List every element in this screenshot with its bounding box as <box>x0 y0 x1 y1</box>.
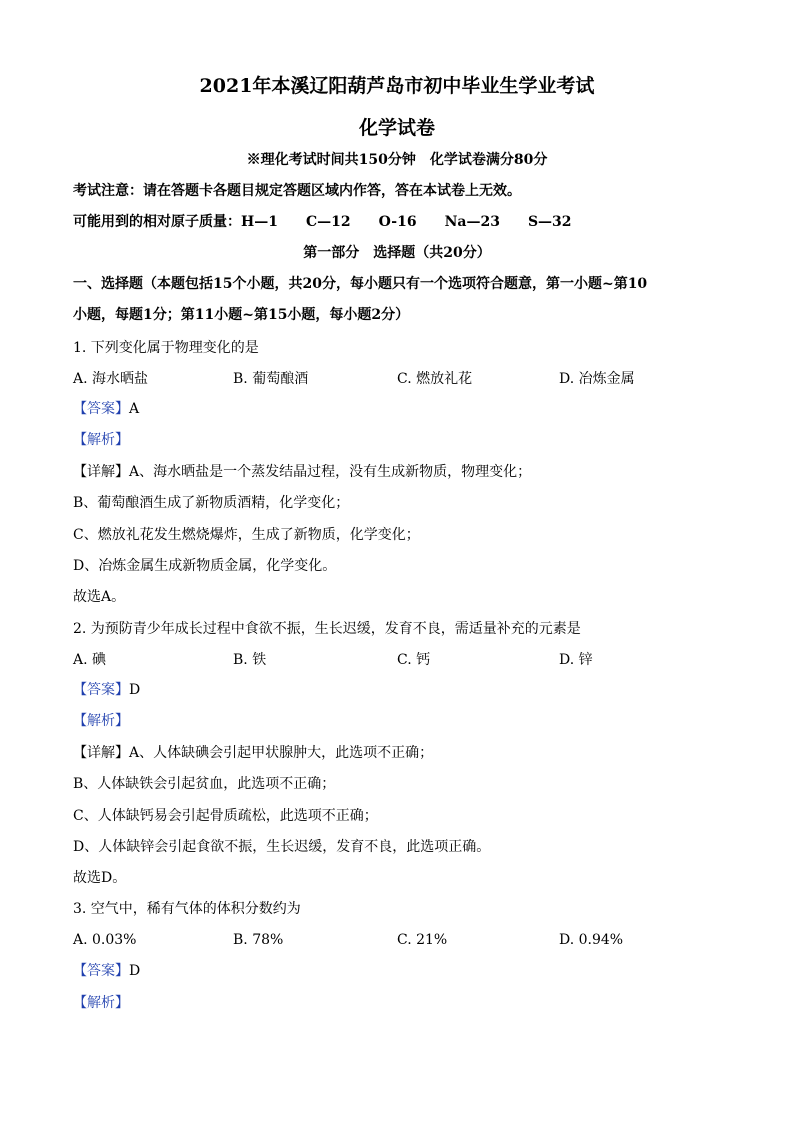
question-3-option-b: B. 78% <box>233 932 284 948</box>
question-3-analysis <box>73 993 129 1013</box>
time-note: ※理化考试时间共150分钟 化学试卷满分80分 <box>246 152 548 168</box>
answer-tag: 【答案】 <box>73 963 129 979</box>
detail-text: A、人体缺碘会引起甲状腺肿大，此选项不正确； <box>129 745 434 761</box>
question-1-option-d: D. 冶炼金属 <box>559 371 635 387</box>
question-2-detail <box>73 743 433 763</box>
detail-tag: 【详解】 <box>73 464 129 480</box>
question-2-option-a: A. 碘 <box>73 652 107 668</box>
question-2-conclusion: 故选D。 <box>73 870 127 886</box>
question-1-answer <box>73 399 139 419</box>
section-instructions-1: 一、选择题（本题包括15个小题，共20分，每小题只有一个选项符合题意，第一小题~第10 <box>73 276 648 292</box>
question-2-detail-line: B、人体缺铁会引起贫血，此选项不正确； <box>73 776 336 792</box>
question-3-option-d: D. 0.94% <box>559 932 624 948</box>
question-3-answer <box>73 961 140 981</box>
question-2-detail-line: D、人体缺锌会引起食欲不振，生长迟缓，发育不良，此选项正确。 <box>73 839 491 855</box>
question-3-option-a: A. 0.03% <box>73 932 137 948</box>
detail-tag: 【详解】 <box>73 745 129 761</box>
answer-tag: 【答案】 <box>73 401 129 417</box>
question-1-option-c: C. 燃放礼花 <box>397 371 473 387</box>
question-1-stem: 1. 下列变化属于物理变化的是 <box>73 340 259 356</box>
question-1-detail <box>73 462 531 482</box>
answer-value: D <box>129 682 141 698</box>
analysis-tag: 【解析】 <box>73 995 129 1011</box>
question-2-option-b: B. 铁 <box>233 652 267 668</box>
question-3-option-c: C. 21% <box>397 932 448 948</box>
answer-value: A <box>129 401 140 417</box>
atomic-mass-line: 可能用到的相对原子质量：H—1 C—12 O-16 Na—23 S—32 <box>73 214 572 230</box>
section-instructions-2: 小题，每题1分；第11小题~第15小题，每小题2分） <box>73 307 410 323</box>
question-1-analysis <box>73 430 129 450</box>
question-2-option-d: D. 锌 <box>559 652 593 668</box>
answer-value: D <box>129 963 141 979</box>
question-1-detail-line: B、葡萄酿酒生成了新物质酒精，化学变化； <box>73 495 350 511</box>
question-2-stem: 2. 为预防青少年成长过程中食欲不振，生长迟缓，发育不良，需适量补充的元素是 <box>73 621 581 637</box>
question-2-analysis <box>73 711 129 731</box>
part-title: 第一部分 选择题（共20分） <box>303 245 491 261</box>
question-3-stem: 3. 空气中，稀有气体的体积分数约为 <box>73 901 301 917</box>
exam-subtitle: 化学试卷 <box>358 117 435 139</box>
exam-title: 2021年本溪辽阳葫芦岛市初中毕业生学业考试 <box>199 75 595 97</box>
question-1-detail-line: C、燃放礼花发生燃烧爆炸，生成了新物质，化学变化； <box>73 527 420 543</box>
question-1-option-b: B. 葡萄酿酒 <box>233 371 309 387</box>
question-1-conclusion: 故选A。 <box>73 589 126 605</box>
detail-text: A、海水晒盐是一个蒸发结晶过程，没有生成新物质，物理变化； <box>129 464 532 480</box>
exam-notice: 考试注意：请在答题卡各题目规定答题区域内作答，答在本试卷上无效。 <box>73 183 521 199</box>
question-2-answer <box>73 680 140 700</box>
analysis-tag: 【解析】 <box>73 432 129 448</box>
question-2-option-c: C. 钙 <box>397 652 431 668</box>
question-1-option-a: A. 海水晒盐 <box>73 371 149 387</box>
analysis-tag: 【解析】 <box>73 713 129 729</box>
question-1-detail-line: D、冶炼金属生成新物质金属，化学变化。 <box>73 558 337 574</box>
answer-tag: 【答案】 <box>73 682 129 698</box>
question-2-detail-line: C、人体缺钙易会引起骨质疏松，此选项不正确； <box>73 808 378 824</box>
